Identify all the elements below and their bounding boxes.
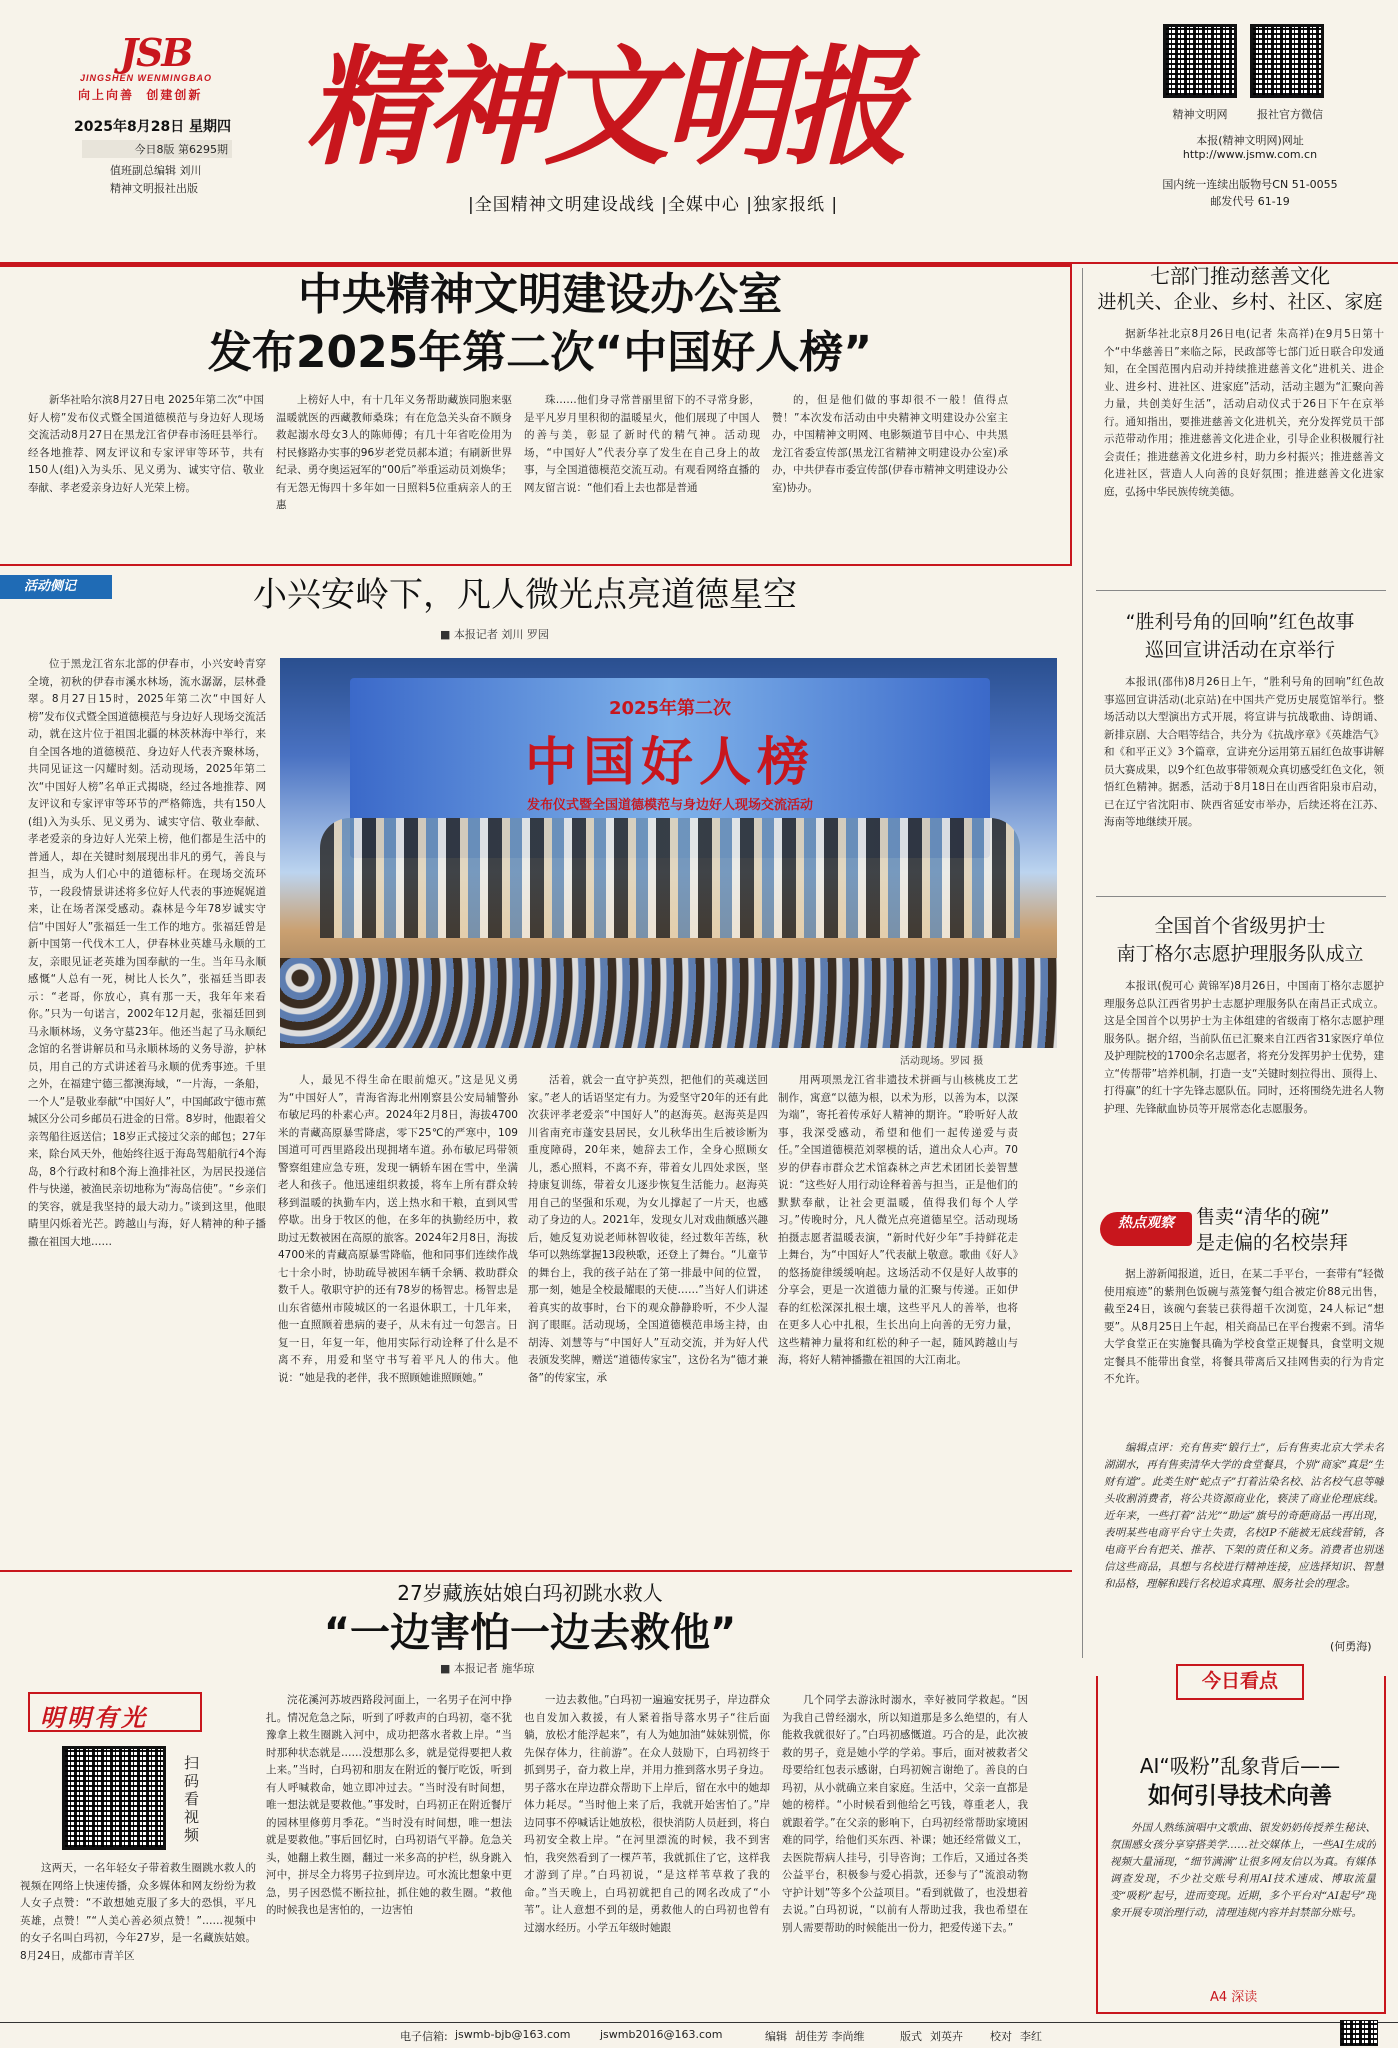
sidebar-a2-text: 本报讯(邵伟)8月26日上午，“胜利号角的回响”红色故事巡回宣讲活动(北京站)在中国共产党历史展览馆举行。整场活动以大型演出方式开展，将宣讲与抗战歌曲、诗朗诵、新排京剧、大合唱等结合，共分为《抗战序章》《英雄浩气》和《和平正义》3个篇章，宣讲充分运用第五届红色故事讲解员大赛成果，以9个红色故事带领观众真切感受红色文化，领悟红色精神。据悉，活动于8月18日在山西省阳泉市启动，已在辽宁省沈阳市、陕西省延安市举办，后续还将在江苏、海南等地继续开展。 [1104,676,1384,828]
today-tag-text: 今日看点 [1201,1670,1278,1692]
feature-divider [0,564,1072,566]
sidebar-a3-text: 本报讯(倪可心 黄锦军)8月26日，中国南丁格尔志愿护理服务总队江西省男护士志愿护理服务队在南昌正式成立。这是全国首个以男护士为主体组建的省级南丁格尔志愿护理服务队。据介绍，当前队伍已汇聚来自江西省31家医疗单位及护理院校的1700余名志愿者，将充分发挥男护士优势，建立“传帮带”培养机制，打造一支“关键时刻拉得出、顶得上、打得赢”的红十字先锋志愿队伍。同时，还将围绕先进名人物护理、先锋献血协员等开展常态化志愿服务。 [1104,980,1384,1115]
bottom-col-3-text: 一边去救他。”白玛初一遍遍安抚男子，岸边群众也自发加入救援，有人紧着指导落水男子“往后面躺，放松才能浮起来”，有人为她加油“妹妹别慌，你先保存体力，往前游”。在众人鼓励下，白玛初终于抓到男子，奋力救上岸，并用力推到落水男子身边。男子落水在岸边群众帮助下上岸后，留在水中的她却体力耗尽。“当时他上来了后，我就开始害怕了。”岸边同事不停喊话让她放松，很快消防人员赶到，将白玛初安全救上岸。“在河里漂流的时候，我不到害怕，我突然看到了一棵芦苇，我就抓住了它，这样我才游到了岸。”白玛初说，“是这样苇草救了我的命。”当天晚上，白玛初就把自己的网名改成了“小苇”。让人意想不到的是，勇救他人的白玛初也曾有过溺水经历。小学五年级时她跟 [524,1694,770,1934]
footer-divider [0,2022,1398,2023]
qr2-label: 报社官方微信 [1257,108,1323,121]
lead-col-2-text: 上榜好人中，有十几年义务帮助藏族同胞来驱温暖就医的西藏教师桑珠；有在危急关头奋不顾身救起溺水母女3人的陈师傅；有几十年省吃俭用为村民修路办实事的96岁老党员郝本道；有刷新世界纪录、勇夺奥运冠军的“00后”举重运动员刘焕华；有无怨无悔四十多年如一日照料5位重病亲人的王惠 [276,394,512,511]
footer [0,2026,1398,2046]
footer-layout: 刘英卉 [930,2030,963,2043]
photo-title-large: 中国好人榜 [524,732,815,793]
photo-audience [280,958,1057,1048]
site-label: 本报(精神文明网)网址 [1196,134,1304,147]
photo-title-small: 2025年第二次 [608,698,732,719]
bottom-divider [0,1570,1072,1572]
column-tag-box [28,1692,202,1732]
column-tag-text: 明明有光 [40,1703,148,1732]
sidebar-a3-title2: 南丁格尔志愿护理服务队成立 [1116,943,1364,965]
site-url[interactable]: http://www.jsmw.com.cn [1182,148,1318,161]
sidebar-rule-1 [1096,590,1386,591]
feature-photo [280,658,1057,1048]
sidebar-a1-body [1104,326,1384,576]
footer-editors: 胡佳芳 李尚维 [795,2030,865,2043]
footer-layout-label: 版式 [900,2030,922,2043]
bottom-col-4 [782,1692,1028,2010]
sidebar-a2-title1: “胜利号角的回响”红色故事 [1125,611,1355,633]
video-qr-code[interactable] [62,1746,166,1850]
duty-editor: 值班副总编辑 刘川 [110,164,202,177]
feature-col-3-text: 活着，就会一直守护英烈，把他们的英魂送回家。”老人的话语坚定有力。为爱坚守20年的还有此次获评孝老爱亲“中国好人”的赵海英。赵海英是四川省南充市蓬安县居民，女儿秋华出生后被诊断为重度障碍，20年来，她辞去工作，全身心照顾女儿，悉心照料，不离不弃，带着女儿四处求医，坚持康复训练，带着女儿逐步恢复生活能力。赵海英用自己的坚强和乐观，为女儿撑起了一片天，也感动了身边的人。2021年，发现女儿对戏曲颇感兴趣后，她反复劝说老师林智收徒，经过数年苦练，秋华可以熟练掌握13段秧歌，还登上了舞台。“儿童节的舞台上，我的孩子站在了第一排最中间的位置，那一刻，她是全校最耀眼的天使……”当好人们讲述着真实的故事时，台下的观众静静聆听，不少人湿润了眼眶。活动现场，全国道德模范串场主持，由胡涛、刘慧等与“中国好人”互动交流，并为好人代表颁发奖牌，赠送“道德传家宝”，这份名为“德才兼备”的传家宝，承 [528,1074,768,1384]
sidebar-divider [1082,268,1083,1658]
footer-email-1[interactable]: jswmb-bjb@163.com [455,2028,571,2041]
hot-observation-badge [1100,1212,1192,1246]
sidebar-a1-title2: 进机关、企业、乡村、社区、家庭 [1097,291,1383,313]
lead-col-2 [276,392,512,550]
sidebar-comment-author: (何勇海) [1330,1640,1372,1653]
bottom-col-2 [266,1692,512,2010]
feature-title: 小兴安岭下，凡人微光点亮道德星空 [253,575,797,615]
lead-col-4 [772,392,1008,550]
bottom-col-4-text: 几个同学去游泳时溺水，幸好被同学救起。“因为我自己曾经溺水，所以知道那是多么绝望的，有人能救我就很好了。”白玛初感慨道。巧合的是，此次被救的男子，竟是她小学的学弟。事后，面对被救者父母要给红包表示感谢，白玛初婉言谢绝了。善良的白玛初，从小就确立来自家庭。生活中，父亲一直都是她的榜样。“小时候看到他给乞丐钱，尊重老人，我就跟着学。”在父亲的影响下，白玛初经常帮助家境困难的同学，给他们买东西、补课；她还经常做义工，去医院帮病人挂号，引导咨询；工作后，又通过各类公益平台，积极参与爱心捐款，还参与了“流浪动物守护计划”等多个公益项目。“看到就做了，也没想着去说。”白玛初说，“以前有人帮助过我，我也希望在别人需要帮助的时候能出一份力，把爱传递下去。” [782,1694,1028,1934]
footer-email-2[interactable]: jswmb2016@163.com [600,2028,723,2041]
feature-col-3 [528,1072,768,1566]
issue-date: 2025年8月28日 星期四 [74,119,232,135]
photo-subtitle: 发布仪式暨全国道德模范与身边好人现场交流活动 [526,798,813,813]
lead-col-3 [524,392,760,550]
logo-mark: JSB [120,30,192,75]
post-code: 邮发代号 61-19 [1210,195,1290,208]
footer-email-label: 电子信箱: [400,2030,448,2043]
sidebar-a1-title1: 七部门推动慈善文化 [1150,264,1330,288]
scan-video-label: 扫码看视频 [184,1754,200,1844]
qr-code-website[interactable] [1163,24,1237,98]
publisher: 精神文明报社出版 [110,182,198,195]
issue-number: 今日8版 第6295期 [82,140,232,158]
sidebar-a1-text: 据新华社北京8月26日电(记者 朱高祥)在9月5日第十个“中华慈善日”来临之际，民政部等七部门近日联合印发通知，在全国范围内启动并持续推进慈善文化“进机关、进企业、进乡村、进社区、进家庭”活动，活动主题为“汇聚向善力量，共创美好生活”，活动启动仪式于26日下午在京举行。通知指出，要推进慈善文化进机关，充分发挥党员干部示范带动作用；推进慈善文化进企业，引导企业积极履行社会责任；推进慈善文化进乡村，助力乡村振兴；推进慈善文化进社区，营造人人向善的良好氛围；推进慈善文化进家庭，弘扬中华民族传统美德。 [1104,328,1384,498]
slogan: 向上向善 创建创新 [78,88,203,102]
tagline: |全国精神文明建设战线 |全媒中心 |独家报纸 | [468,195,839,215]
sidebar-rule-2 [1096,896,1386,897]
today-body [1110,1820,1376,1980]
today-headline2: 如何引导技术向善 [1148,1783,1332,1809]
cn-number: 国内统一连续出版物号CN 51-0055 [1162,178,1338,191]
footer-proof-label: 校对 [990,2030,1012,2043]
feature-col-2 [278,1072,518,1566]
bottom-col-2-text: 浣花溪河苏坡西路段河面上，一名男子在河中挣扎。情况危急之际，听到了呼救声的白玛初，毫不犹豫拿上救生圈跳入河中，成功把落水者救上岸。“当时那种状态就是……没想那么多，就是觉得要把人救上来。”当时，白玛初和朋友在附近的餐厅吃饭，听到有人呼喊救命，她立即冲过去。“当时没有时间想，唯一想法就是要救他。”事发时，白玛初正在附近餐厅的园林里修剪月季花。“当时没有时间想，唯一想法就是要救他。”事后回忆时，白玛初语气平静。危急关头，她翻上救生圈，翻过一米多高的护栏，纵身跳入河中，拼尽全力将男子拉到岸边。可水流比想象中更急，男子因恐慌不断拉扯，抓住她的救生圈。“救他的时候我也是害怕的，一边害怕 [266,1694,512,1916]
feature-byline: ■ 本报记者 刘川 罗园 [440,628,549,641]
sidebar-comment [1104,1440,1384,1636]
bottom-title: “一边害怕一边去救他” [323,1610,737,1656]
feature-tag: 活动侧记 [0,575,112,599]
today-tag [1176,1664,1304,1700]
sidebar-a4-title1: 售卖“清华的碗” [1196,1206,1330,1228]
qr1-label: 精神文明网 [1172,108,1228,121]
lead-col-3-text: 珠……他们身寻常普丽里留下的不寻常身影，是平凡岁月里积彻的温暖星火，他们展现了中国人的善与美，彰显了新时代的精气神。活动现场，“中国好人”代表分享了发生在自己身上的故事，与全国道德模范交流互动。有观看网络直播的网友留言说：“他们看上去也都是普通 [524,394,760,494]
bottom-byline: ■ 本报记者 施华琼 [440,1662,535,1675]
feature-col-1-text: 位于黑龙江省东北部的伊春市，小兴安岭青穿全境，初秋的伊春市溪水林场，流水潺潺，层林叠翠。8月27日15时，2025年第二次“中国好人榜”发布仪式暨全国道德模范与身边好人现场交流活动，就在这片位于祖国北疆的林茨林海中举行，来自全国各地的道德模范、身边好人代表齐聚林场，共同见证这一闪耀时刻。活动现场，2025年第二次“中国好人榜”名单正式揭晓，经过各地推荐、网友评议和专家评审等环节的严格筛选，共有150人(组)入为头乐、见义勇为、诚实守信、敬业奉献、孝老爱亲的身边好人光荣上榜，他们都是生活中的普通人，却在关键时刻展现出非凡的勇气，善良与担当，成为人们心中的道德标杆。在现场交流环节，一段段情景讲述将多位好人代表的事迹娓娓道来，让在场者深受感动。森林是今年78岁诚实守信“中国好人”张福廷一生工作的地方。张福廷曾是新中国第一代伐木工人，伊春林业英雄马永顺的工友，亲眼见证老英雄为国奉献的一生。当年马永顺感慨“人总有一死，树比人长久”，张福廷当即表示：“老哥，你放心，真有那一天，我年年来看你。”只为一句诺言，2002年12月起，张福廷回到马永顺林场，义务守墓23年。他还当起了马永顺纪念馆的名誉讲解员和马永顺林场的义务导游，护林员，用自己的方式讲述着马永顺的优秀事迹。千里之外，在福建宁德三都澳海域，“一片海，一条船，一个人”是敬业奉献“中国好人”，中国邮政宁德市蕉城区分公司乡邮员石进金的日常。8岁时，他跟着父亲驾船往返送信；18岁正式接过父亲的邮包；27年来，除台风天外，他始终往返于海岛驾船航行4个海岛，8个行政村和8个海上渔排社区，为居民投递信件与快递，被渔民亲切地称为“海岛信使”。“乡亲们的笑容，就是我坚持的最大动力。”谈到这里，他眼睛里闪烁着光芒。跨越山与海，好人精神的种子播撒在祖国大地…… [28,658,266,1248]
sidebar-a3-body [1104,978,1384,1188]
lead-col-1 [28,392,264,550]
footer-editor-label: 编辑 [765,2030,787,2043]
sidebar-a3-title1: 全国首个省级男护士 [1154,915,1326,937]
today-body-text: 外国人熟练演唱中文歌曲、银发奶奶传授养生秘诀、氛围感女孩分享穿搭美学……社交媒体上，一些AI生成的视频大量涌现，“细节满满”让很多网友信以为真。有媒体调查发现，不少社交账号利用AI技术速成、博取流量变“吸粉”起号，进而变现。近期，多个平台对“AI起号”现象开展专项治理行动，清理违规内容并封禁部分账号。 [1110,1822,1376,1919]
sidebar-a4-title2: 是走偏的名校崇拜 [1196,1232,1349,1254]
hot-tag-text: 热点观察 [1118,1215,1174,1231]
sidebar-a4-text: 据上游新闻报道，近日，在某二手平台，一套带有“轻微使用痕迹”的紫荆色饭碗与蒸笼餐勺组合被定价88元出售，截至24日，该碗勺套装已获得超千次浏览，24人标记“想要”。从8月25日上午起，相关商品已在平台搜索不到。清华大学食堂正在实施餐具确为学校食堂正规餐具，食堂明文规定餐具不能带出食堂，将餐具带离后又挂网售卖的行为肯定不允许。 [1104,1268,1384,1385]
sidebar-comment-text: 编辑点评：充有售卖“锻行土”，后有售卖北京大学未名湖湖水，再有售卖清华大学的食堂餐具，个别“商家”真是“生财有道”。此类生财“蛇点子”打着沾染名校、沾名校气息等噱头收割消费者，将公共资源商业化，亵渎了商业伦理底线。近年来，一些打着“沾光”“助运”旗号的奇葩商品一再出现，表明某些电商平台守土失责，名校IP不能被无底线营销，各电商平台有把关、推荐、下架的责任和义务。消费者也别迷信这些商品，具想与名校进行精神连接，应选择知识、智慧和品格，理解和践行名校追求真理、服务社会的理念。 [1104,1442,1384,1590]
logo-pinyin: JINGSHEN WENMINGBAO [80,73,213,83]
bottom-col-1 [20,1860,256,2010]
sidebar-a4-body [1104,1266,1384,1434]
feature-col-4-text: 用两项黑龙江省非遗技术拼画与山核桃皮工艺制作，寓意“以德为根，以术为形，以善为本，以深为端”，寄托着传承好人精神的期许。“聆听好人故事，我深受感动，希望和他们一起传递爱与责任。”全国道德模范刘翠模的话，道出众人心声。70岁的伊春市群众艺术馆森林之声艺术团团长姜智慧说：“这些好人用行动诠释着善与担当，正是他们的默默奉献，让社会更温暖，值得我们每个人学习。”传晚时分，凡人微光点亮道德星空。活动现场拍摄志愿者温暖表演，“新时代好少年”手持鲜花走上舞台，为“中国好人”代表献上敬意。歌曲《好人》的悠扬旋律缓缓响起。这场活动不仅是好人故事的分享会，更是一次道德力量的汇聚与传递。正如伊春的红松深深扎根土壤，这些平凡人的善举，也将在更多人心中扎根，生长出向上向善的无穷力量，这些精神力量将和红松的种子一起，随风跨越山与海，将好人精神播撒在祖国的大江南北。 [778,1074,1018,1366]
masthead [0,0,1398,262]
lead-title-line1: 中央精神文明建设办公室 [298,269,782,320]
footer-proof: 李红 [1020,2030,1042,2043]
footer-barcode [1340,2020,1378,2046]
photo-caption: 活动现场。罗园 摄 [900,1056,984,1067]
bottom-subtitle: 27岁藏族姑娘白玛初跳水救人 [397,1581,663,1605]
lead-title-line2: 发布2025年第二次“中国好人榜” [207,327,873,378]
feature-col-1 [28,656,266,1566]
newspaper-title: 精神文明报 [305,33,903,183]
lead-col-4-text: 的，但是他们做的事却很不一般！值得点赞！”本次发布活动由中央精神文明建设办公室主办，中国精神文明网、电影频道节目中心、中共黑龙江省委宣传部(黑龙江省精神文明建设办公室)承办，中共伊春市委宣传部(伊春市精神文明建设办公室)协办。 [772,394,1008,494]
qr-code-wechat[interactable] [1250,24,1324,98]
today-page-ref[interactable]: A4 深读 [1210,1990,1258,2005]
photo-crowd [320,818,1020,938]
lead-col-1-text: 新华社哈尔滨8月27日电 2025年第二次“中国好人榜”发布仪式暨全国道德模范与身边好人现场交流活动8月27日在黑龙江省伊春市汤旺县举行。经各地推荐、网友评议和专家评审等环节，共有150人(组)入为头乐、见义勇为、诚实守信、敬业奉献、孝老爱亲身边好人光荣上榜。 [28,394,264,494]
sidebar-a2-body [1104,674,1384,880]
sidebar-a2-title2: 巡回宣讲活动在京举行 [1144,639,1335,661]
feature-col-2-text: 人，最见不得生命在眼前熄灭。”这是见义勇为“中国好人”，青海省海北州刚察县公安局辅警孙布敏尼玛的朴素心声。2024年2月8日，海拔4700米的青藏高原暴雪降虐，零下25℃的严寒中，109国道可可西里路段出现拥堵车道。孙布敏尼玛带领警察组建应急专班，发现一辆轿车困在雪中，坐满老人和孩子。他迅速组织救援，将车上所有群众转移到温暖的执勤车内，送上热水和干粮，直到风雪停歇。出身于牧区的他，在多年的执勤经历中，救助过无数被困在高原的旅客。2024年2月8日，海拔4700米的青藏高原暴雪降临，他和同事们连续作战七十余小时，协助疏导被困车辆千余辆、救助群众数千人。敬职守护的还有78岁的杨智忠。杨智忠是山东省德州市陵城区的一名退休职工，十几年来，他一直照顾着患病的妻子，从未有过一句怨言。日复一日，年复一年，他用实际行动诠释了什么是不离不弃，用爱和坚守书写着平凡人的伟大。他说：“她是我的老伴，我不照顾她谁照顾她。” [278,1074,518,1384]
today-headline1: AI“吸粉”乱象背后—— [1139,1754,1341,1778]
bottom-col-3 [524,1692,770,2010]
feature-col-4 [778,1072,1018,1566]
bottom-col-1-text: 这两天，一名年轻女子带着救生圈跳水救人的视频在网络上快速传播，众多媒体和网友纷纷为救人女子点赞：“不敢想她克服了多大的恐惧，平凡英雄，点赞！”“人美心善必须点赞！”……视频中的女子名叫白玛初，今年27岁，是一名藏族姑娘。8月24日，成都市青羊区 [20,1862,256,1962]
